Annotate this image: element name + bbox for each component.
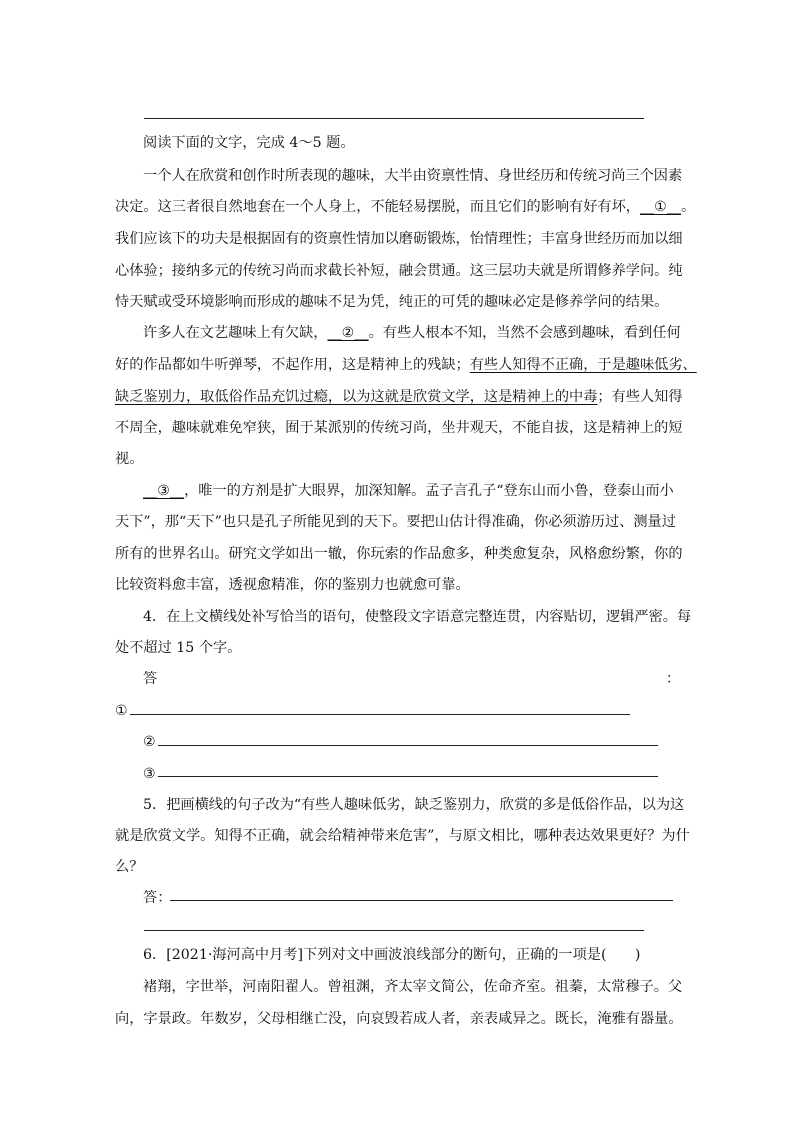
underlined-sentence-part2: 缺乏鉴别力，取低俗作品充饥过瘾，以为这就是欣赏文学，这是精神上的中毒 <box>115 389 598 405</box>
para2-line2-plain: 好的作品都如牛听弹琴，不起作用，这是精神上的残缺； <box>115 357 470 373</box>
q5-answer-label: 答： <box>143 890 172 906</box>
para2-line1-pre: 许多人在文艺趣味上有欠缺， <box>143 325 328 341</box>
q6-line1: 6．[2021·海河高中月考]下列对文中画波浪线部分的断句，正确的一项是( ) <box>143 947 641 963</box>
para2-line2 <box>115 355 697 375</box>
para2-line3 <box>115 387 683 407</box>
q4-answer-line-2[interactable] <box>158 745 658 746</box>
para1-line1: 一个人在欣赏和创作时所表现的趣味，大半由资禀性情、身世经历和传统习尚三个因素 <box>143 168 683 184</box>
para2-line5: 视。 <box>115 451 144 467</box>
q5-line3: 么？ <box>115 859 144 875</box>
q4-answer-mark-1: ① <box>115 703 128 719</box>
top-answer-line <box>144 118 644 119</box>
para2-line1-post: 。有些人根本不知，当然不会感到趣味，看到任何 <box>368 325 681 341</box>
para1-line2 <box>115 197 695 217</box>
para1-line5: 恃天赋或受环境影响而形成的趣味不足为凭，纯正的可凭的趣味必定是修养学问的结果。 <box>115 294 669 310</box>
q4-answer-line-1[interactable] <box>130 714 630 715</box>
q4-line2: 处不超过 15 个字。 <box>115 640 242 656</box>
q5-line2: 就是欣赏文学。知得不正确，就会给精神带来危害”，与原文相比，哪种表达效果更好？为什 <box>115 828 690 844</box>
para1-line2-pre: 决定。这三者很自然地套在一个人身上，不能轻易摆脱，而且它们的影响有好有坏， <box>115 199 640 215</box>
para2-line3-post: ；有些人知得 <box>597 389 683 405</box>
blank-3: __③__ <box>143 483 185 499</box>
q4-answer-colon: ： <box>666 671 681 687</box>
para3-line4: 比较资料愈丰富，透视愈精准，你的鉴别力也就愈可靠。 <box>115 577 470 593</box>
reading-intro: 阅读下面的文字，完成 4～5 题。 <box>143 135 355 151</box>
q5-answer-line-1[interactable] <box>170 900 673 901</box>
blank-2: __②__ <box>327 325 369 341</box>
q4-answer-line-3[interactable] <box>158 776 658 777</box>
para2-line1 <box>143 323 681 343</box>
q5-line1: 5．把画横线的句子改为“有些人趣味低劣，缺乏鉴别力，欣赏的多是低俗作品，以为这 <box>143 797 685 813</box>
q4-answer-label: 答 <box>143 671 158 687</box>
para3-line1 <box>143 481 674 501</box>
q4-answer-mark-2: ② <box>143 734 156 750</box>
q4-answer-mark-3: ③ <box>143 766 156 782</box>
q6-line3: 向，字景政。年数岁，父母相继亡没，向哀毁若成人者，亲表咸异之。既长，淹雅有器量。 <box>115 1011 683 1027</box>
para3-line3: 所有的世界名山。研究文学如出一辙，你玩索的作品愈多，种类愈复杂，风格愈纷繁，你的 <box>115 546 683 562</box>
q6-line2: 褚翔，字世举，河南阳翟人。曾祖渊，齐太宰文简公，佐命齐室。祖蓁，太常穆子。父 <box>143 979 683 995</box>
para3-line2: 天下”，那“天下”也只是孔子所能见到的天下。要把山估计得准确，你必须游历过、测量过 <box>115 514 676 530</box>
underlined-sentence-part1: 有些人知得不正确，于是趣味低劣、 <box>469 357 697 373</box>
para1-line2-post: 。 <box>681 199 696 215</box>
para1-line3: 我们应该下的功夫是根据固有的资禀性情加以磨砺锻炼，怡情理性；丰富身世经历而加以细 <box>115 231 683 247</box>
blank-1: __①__ <box>639 199 682 215</box>
para3-line1-post: ，唯一的方剂是扩大眼界，加深知解。孟子言孔子“登东山而小鲁，登泰山而小 <box>184 483 674 499</box>
para2-line4: 不周全，趣味就难免窄狭，囿于某派别的传统习尚，坐井观天，不能自拔，这是精神上的短 <box>115 420 683 436</box>
q5-answer-line-2[interactable] <box>144 930 644 931</box>
para1-line4: 心体验；接纳多元的传统习尚而求截长补短，融会贯通。这三层功夫就是所谓修养学问。纯 <box>115 263 683 279</box>
q4-line1: 4．在上文横线处补写恰当的语句，使整段文字语意完整连贯，内容贴切，逻辑严密。每 <box>143 609 692 625</box>
